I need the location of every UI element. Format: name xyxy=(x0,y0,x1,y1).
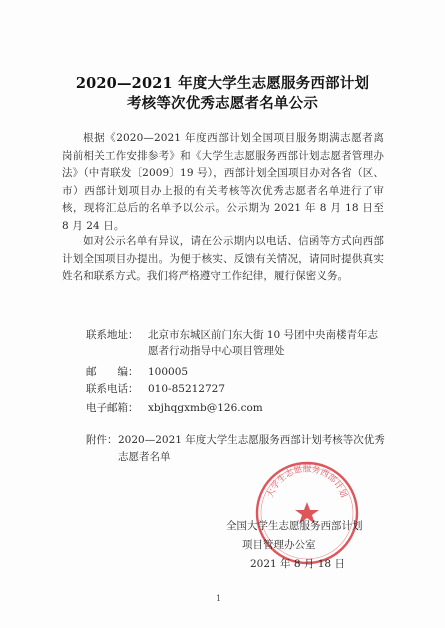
email-value[interactable]: xbjhqgxmb@126.com xyxy=(148,402,263,414)
body-paragraph-1: 根据《2020—2021 年度西部计划全国项目服务期满志愿者离岗前相关工作安排参考》和《大学生志愿服务西部计划志愿者管理办法》（中青联发〔2009〕19 号），西部计划全国项目办对各省（区、市）西部计划项目办上报的有关考核等次优秀志愿者名单进行了审核，现将汇总后的名单予以公示。公示期为 2021 年 8 月 18 日至 8 月 24 日。 xyxy=(62,132,384,232)
signature-org-line1: 全国大学生志愿服务西部计划 xyxy=(226,520,363,532)
email-label: 电子邮箱： xyxy=(86,402,139,414)
attachment-label: 附件： xyxy=(86,434,118,446)
signature-org-line2: 项目管理办公室 xyxy=(242,539,316,551)
signature-date: 2021 年 8 月 18 日 xyxy=(250,558,345,570)
svg-text:大学生志愿服务西部计划 xyxy=(265,464,350,500)
document-title-line2: 考核等次优秀志愿者名单公示 xyxy=(126,95,319,112)
phone-label: 联系电话： xyxy=(86,383,139,395)
postcode-label: 邮 编： xyxy=(86,366,139,378)
document-title-line1: 2020—2021 年度大学生志愿服务西部计划 xyxy=(75,75,370,92)
phone-value: 010-85212727 xyxy=(148,383,226,395)
attachment-value[interactable]: 2020—2021 年度大学生志愿服务西部计划考核等次优秀志愿者名单 xyxy=(118,434,385,463)
address-value: 北京市东城区前门东大街 10 号团中央南楼青年志愿者行动指导中心项目管理处 xyxy=(148,329,379,357)
address-label: 联系地址： xyxy=(86,329,139,341)
postcode-value: 100005 xyxy=(148,366,189,378)
seal-text: 大学生志愿服务西部计划 xyxy=(265,464,349,500)
body-paragraph-2: 如对公示名单有异议，请在公示期内以电话、信函等方式向西部计划全国项目办提出。为便于核实、反馈有关情况，请同时提供真实姓名和联系方式。我们将严格遵守工作纪律，履行保密义务。 xyxy=(62,235,384,283)
page-number: 1 xyxy=(216,594,222,603)
